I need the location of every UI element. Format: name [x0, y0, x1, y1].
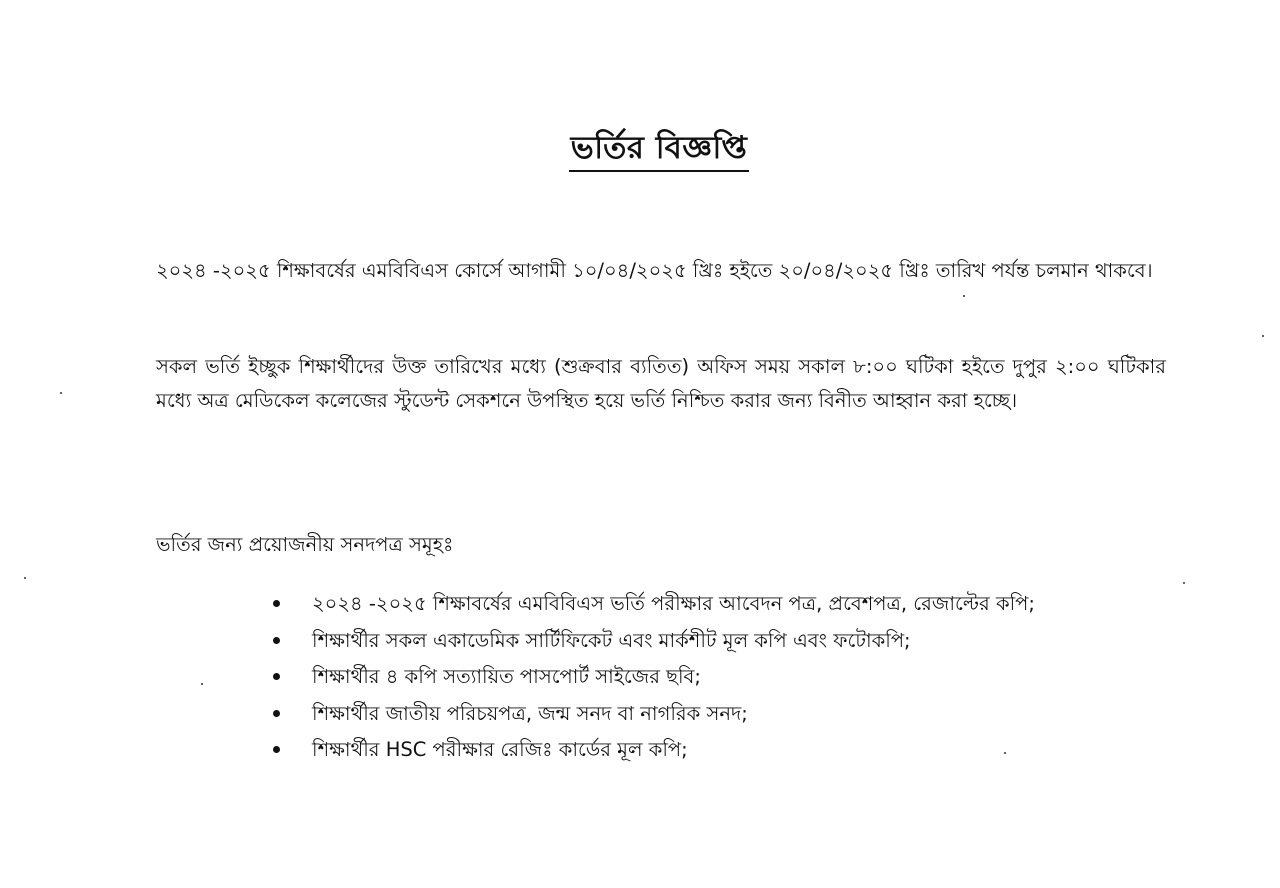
bullet-icon [273, 710, 280, 717]
scan-speck [1004, 752, 1006, 754]
list-item [273, 624, 1153, 661]
required-documents-heading: ভর্তির জন্য প্রয়োজনীয় সনদপত্র সমূহঃ [156, 533, 454, 556]
scan-speck [60, 392, 62, 394]
list-item [273, 587, 1153, 624]
notice-title-text: ভর্তির বিজ্ঞপ্তি [569, 128, 750, 172]
admission-period-paragraph: ২০২৪ -২০২৫ শিক্ষাবর্ষের এমবিবিএস কোর্সে আগামী ১০/০৪/২০২৫ খ্রিঃ হইতে ২০/০৪/২০২৫ খ্রিঃ তারিখ পর্যন্ত চলমান থাকবে। [156, 259, 1153, 282]
bullet-icon [273, 600, 280, 607]
scan-speck [963, 295, 965, 297]
required-documents-list [273, 587, 1153, 770]
document-item-text: শিক্ষার্থীর HSC পরীক্ষার রেজিঃ কার্ডের মূল কপি; [312, 738, 688, 761]
scan-speck [1262, 335, 1264, 337]
scan-speck [201, 683, 203, 685]
notice-title [0, 128, 1280, 172]
document-item-text: শিক্ষার্থীর সকল একাডেমিক সার্টিফিকেট এবং মার্কশীট মূল কপি এবং ফটোকপি; [312, 628, 911, 652]
list-item [273, 697, 1153, 734]
scan-speck [1183, 582, 1185, 584]
admission-instructions-paragraph: সকল ভর্তি ইচ্ছুক শিক্ষার্থীদের উক্ত তারিখের মধ্যে (শুক্রবার ব্যতিত) অফিস সময় সকাল ৮:০০ ঘটিকা হইতে দুপুর ২:০০ ঘটিকার মধ্যে অত্র মেডিকেল কলেজের স্টুডেন্ট সেকশনে উপস্থিত হয়ে ভর্তি নিশ্চিত করার জন্য বিনীত আহ্বান করা হচ্ছে। [156, 355, 1166, 412]
scan-speck [24, 577, 26, 579]
list-item [273, 660, 1153, 697]
bullet-icon [273, 746, 280, 753]
document-item-text: শিক্ষার্থীর জাতীয় পরিচয়পত্র, জন্ম সনদ বা নাগরিক সনদ; [312, 701, 748, 725]
bullet-icon [273, 673, 280, 680]
bullet-icon [273, 637, 280, 644]
document-item-text: ২০২৪ -২০২৫ শিক্ষাবর্ষের এমবিবিএস ভর্তি পরীক্ষার আবেদন পত্র, প্রবেশপত্র, রেজাল্টের কপি; [312, 592, 1035, 615]
document-item-text: শিক্ষার্থীর ৪ কপি সত্যায়িত পাসপোর্ট সাইজের ছবি; [312, 665, 701, 688]
list-item [273, 733, 1153, 770]
